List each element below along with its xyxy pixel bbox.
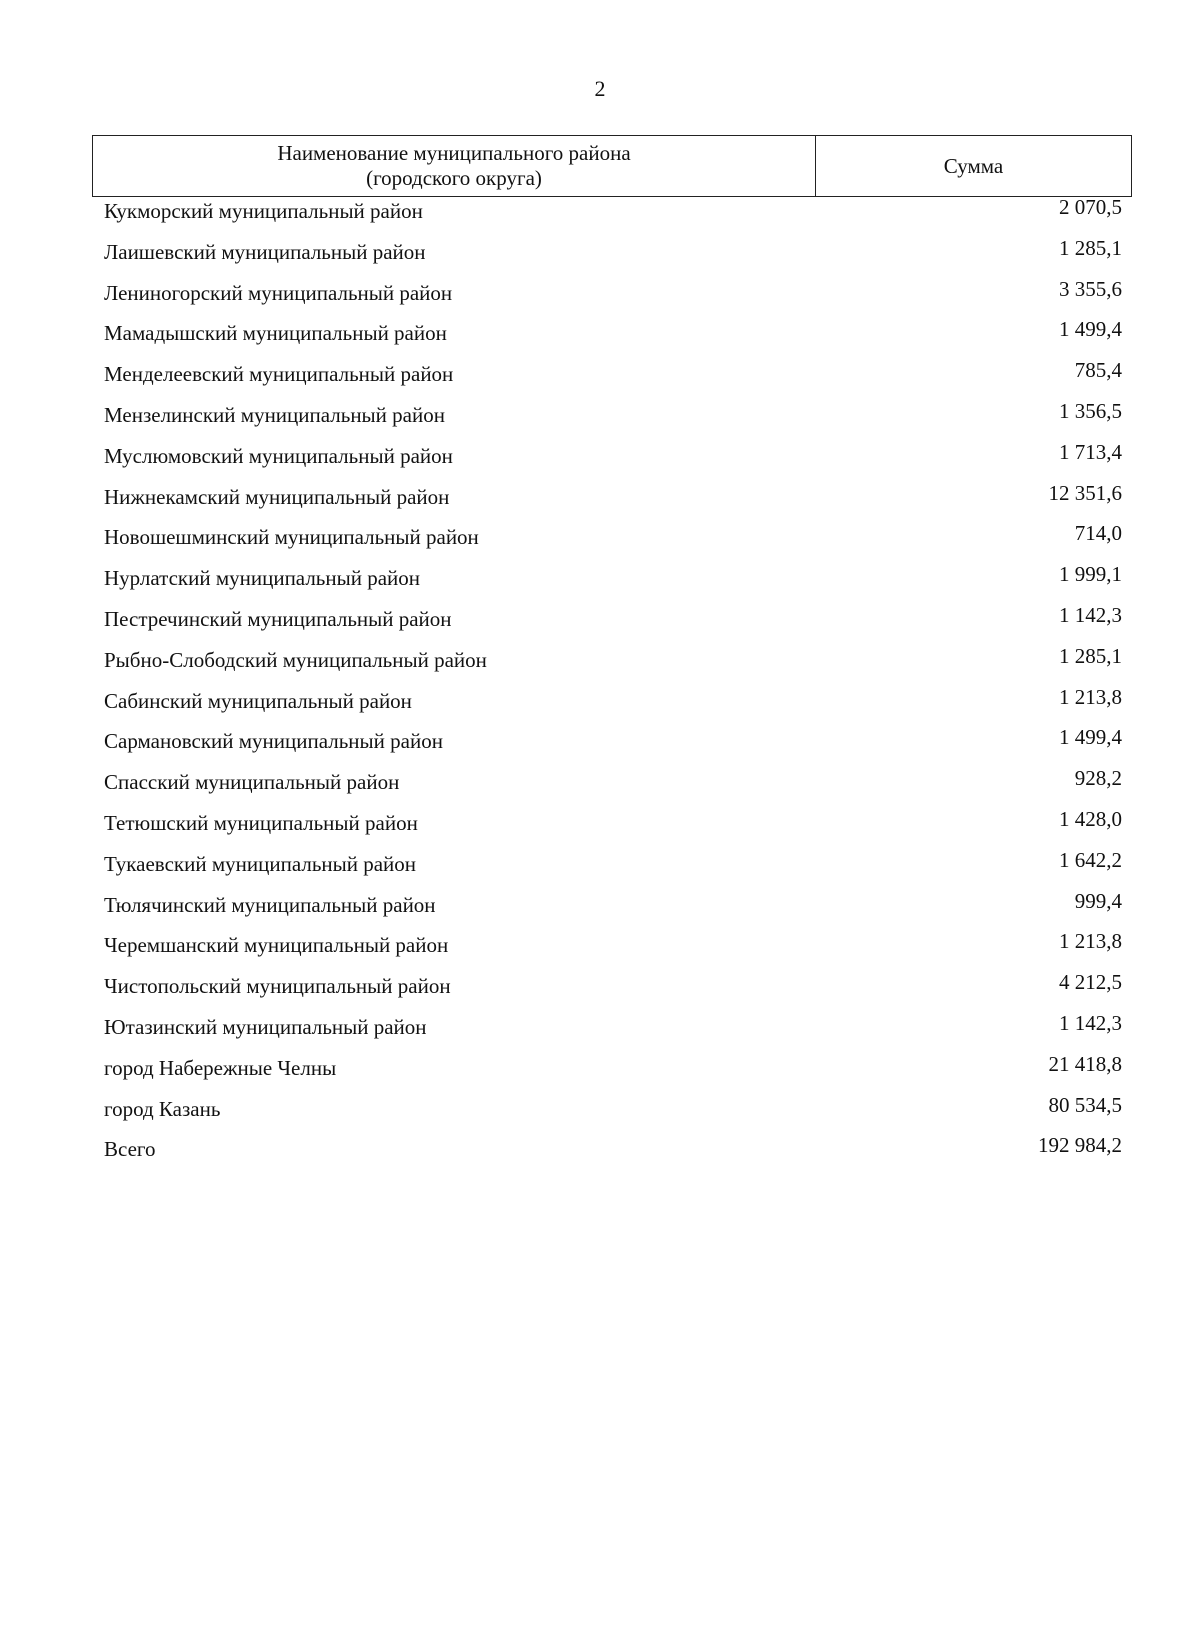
row-name: Новошешминский муниципальный район (104, 525, 479, 550)
row-value: 4 212,5 (1059, 970, 1122, 995)
row-name: Муслюмовский муниципальный район (104, 443, 453, 468)
row-name: Чистопольский муниципальный район (104, 974, 451, 999)
row-name: Сармановский муниципальный район (104, 729, 443, 754)
column-header-name-line1: Наименование муниципального района (277, 141, 631, 165)
table-row (92, 235, 1132, 279)
row-value: 2 070,5 (1059, 195, 1122, 219)
row-value: 1 428,0 (1059, 806, 1122, 831)
row-value: 3 355,6 (1059, 276, 1122, 301)
row-value: 1 499,4 (1059, 725, 1122, 750)
row-name: Кукморский муниципальный район (104, 199, 423, 223)
table-row (92, 564, 1132, 605)
row-name: Лаишевский муниципальный район (104, 239, 426, 264)
row-name: Тукаевский муниципальный район (104, 851, 417, 876)
row-value: 1 642,2 (1059, 847, 1122, 872)
table-row (92, 972, 1132, 1013)
table-row (92, 523, 1132, 564)
table-header (92, 135, 1132, 197)
row-name: город Казань (104, 1096, 221, 1121)
table-row (92, 768, 1132, 809)
row-value: 1 285,1 (1059, 235, 1122, 260)
table-row (92, 1051, 1132, 1095)
row-value: 1 285,1 (1059, 643, 1122, 668)
row-value: 999,4 (1074, 888, 1122, 913)
table-row (92, 1092, 1132, 1136)
table-row (92, 398, 1132, 442)
table-row (92, 931, 1132, 972)
row-name: Пестречинский муниципальный район (104, 606, 452, 631)
row-name: Лениногорский муниципальный район (104, 280, 453, 305)
row-name: Всего (104, 1137, 156, 1162)
row-value: 1 142,3 (1059, 602, 1122, 627)
row-name: Рыбно-Слободский муниципальный район (104, 647, 487, 672)
row-value: 21 418,8 (1048, 1051, 1122, 1076)
row-name: Сабинский муниципальный район (104, 688, 412, 713)
row-name: Мензелинский муниципальный район (104, 402, 445, 427)
table-row (92, 439, 1132, 483)
page-number: 2 (594, 76, 606, 101)
table-row (92, 806, 1132, 850)
row-value: 1 499,4 (1059, 317, 1122, 342)
table-row (92, 319, 1132, 360)
row-value: 1 999,1 (1059, 562, 1122, 587)
row-name: Черемшанский муниципальный район (104, 933, 449, 958)
row-value: 1 213,8 (1059, 684, 1122, 709)
row-name: Тетюшский муниципальный район (104, 810, 418, 835)
row-name: город Набережные Челны (104, 1055, 337, 1080)
row-value: 1 356,5 (1059, 398, 1122, 423)
table-row (92, 727, 1132, 768)
column-header-name (93, 136, 816, 196)
column-header-name-line2: (городского округа) (366, 166, 542, 190)
row-value: 12 351,6 (1048, 480, 1122, 505)
row-name: Менделеевский муниципальный район (104, 362, 454, 387)
row-value: 1 713,4 (1059, 439, 1122, 464)
row-value: 80 534,5 (1048, 1092, 1122, 1117)
table-row (92, 602, 1132, 646)
table-row (92, 480, 1132, 524)
row-value: 1 213,8 (1059, 929, 1122, 954)
row-value: 785,4 (1074, 358, 1122, 383)
row-name: Ютазинский муниципальный район (104, 1014, 427, 1039)
table-row (92, 847, 1132, 891)
row-value: 714,0 (1074, 521, 1122, 546)
table-row (92, 360, 1132, 401)
row-name: Спасский муниципальный район (104, 770, 400, 795)
table-row (92, 643, 1132, 687)
row-value: 928,2 (1074, 766, 1122, 791)
table-row (92, 1010, 1132, 1054)
table-row (92, 197, 1132, 238)
table-row (92, 276, 1132, 320)
row-name: Мамадышский муниципальный район (104, 321, 447, 346)
column-header-sum: Сумма (943, 153, 1004, 178)
row-name: Нижнекамский муниципальный район (104, 484, 450, 509)
row-name: Нурлатский муниципальный район (104, 566, 421, 591)
table-body (92, 197, 1132, 1176)
table-row (92, 684, 1132, 728)
table-row (92, 1135, 1132, 1176)
table-row (92, 888, 1132, 932)
row-value: 192 984,2 (1038, 1133, 1122, 1158)
row-name: Тюлячинский муниципальный район (104, 892, 436, 917)
row-value: 1 142,3 (1059, 1010, 1122, 1035)
